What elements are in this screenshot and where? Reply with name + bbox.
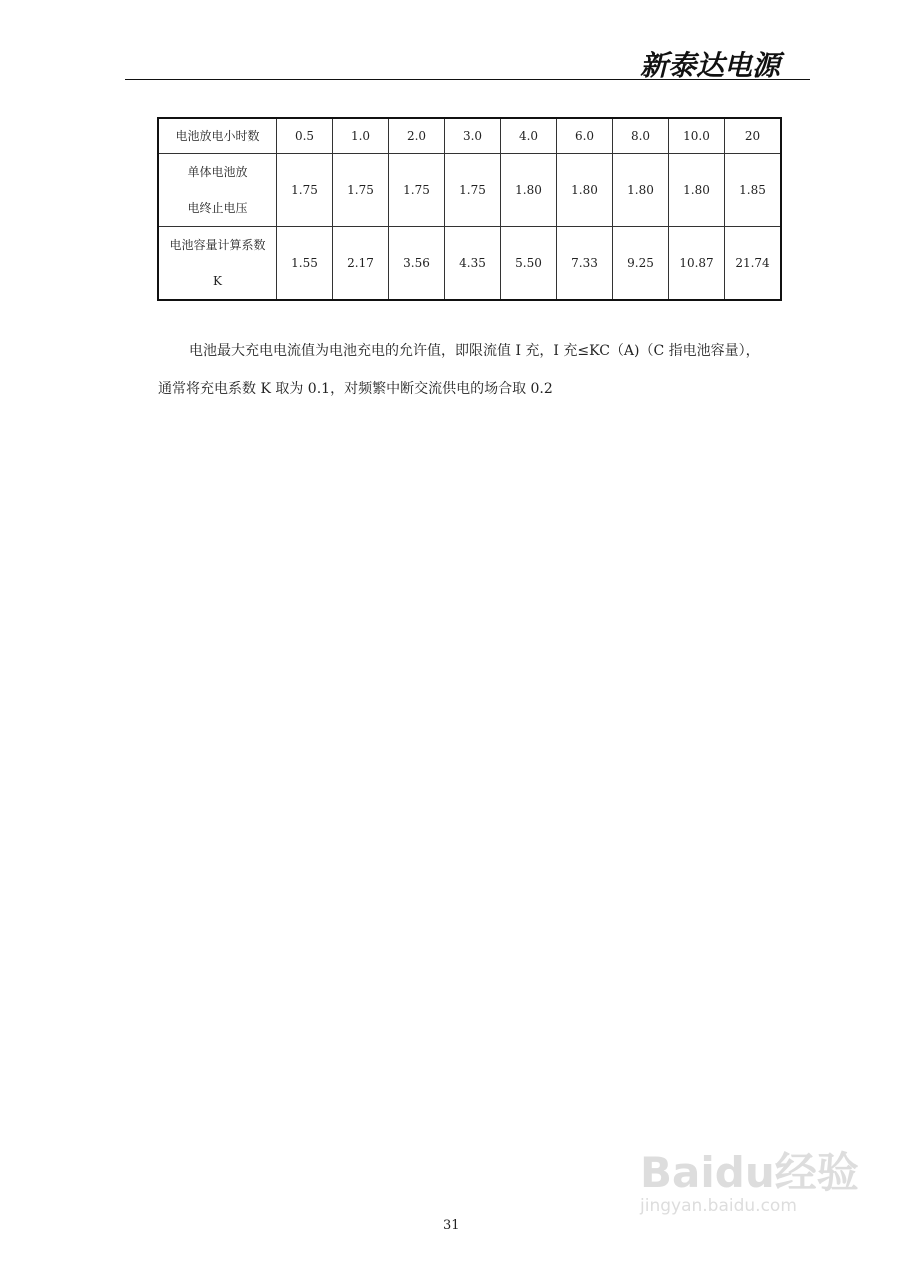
table-cell: 10.87 [669, 226, 725, 300]
watermark-logo: Baidu经验 jingyan.baidu.com [640, 1148, 859, 1216]
table-cell: 5.50 [501, 226, 557, 300]
row-label [158, 226, 277, 300]
page-number: 31 [443, 1218, 460, 1233]
table-cell: 1.80 [501, 153, 557, 226]
battery-table [157, 117, 782, 301]
table-cell: 0.5 [277, 118, 333, 153]
row-label: 电池放电小时数 [158, 118, 277, 153]
row-label-line: 电池容量计算系数 [169, 237, 266, 252]
table-cell: 3.0 [445, 118, 501, 153]
table-cell: 1.75 [277, 153, 333, 226]
table-cell: 1.85 [725, 153, 782, 226]
table-cell: 7.33 [557, 226, 613, 300]
table-row [158, 153, 781, 226]
row-label-line: 电终止电压 [187, 200, 248, 215]
table-cell: 1.80 [557, 153, 613, 226]
table-cell: 1.75 [333, 153, 389, 226]
table-cell: 1.80 [613, 153, 669, 226]
table-cell: 1.55 [277, 226, 333, 300]
table-cell: 10.0 [669, 118, 725, 153]
table-cell: 6.0 [557, 118, 613, 153]
table-cell: 20 [725, 118, 782, 153]
header-rule [125, 79, 810, 80]
row-label-line: 单体电池放 [187, 164, 248, 179]
table-cell: 2.0 [389, 118, 445, 153]
table-cell: 3.56 [389, 226, 445, 300]
table-cell: 1.80 [669, 153, 725, 226]
table-cell: 2.17 [333, 226, 389, 300]
table-cell: 9.25 [613, 226, 669, 300]
table-cell: 1.0 [333, 118, 389, 153]
table-cell: 21.74 [725, 226, 782, 300]
paragraph-line-2: 通常将充电系数 K 取为 0.1，对频繁中断交流供电的场合取 0.2 [158, 381, 553, 397]
header-title: 新泰达电源 [640, 49, 781, 82]
row-label-line: K [213, 273, 222, 288]
table-row [158, 226, 781, 300]
table-cell: 8.0 [613, 118, 669, 153]
table-cell: 4.35 [445, 226, 501, 300]
table-row [158, 118, 781, 153]
paragraph-line-1: 电池最大充电电流值为电池充电的允许值，即限流值 I 充，I 充≤KC（A)（C 指电池容量）， [189, 343, 760, 359]
table-cell: 1.75 [445, 153, 501, 226]
table-cell: 4.0 [501, 118, 557, 153]
row-label [158, 153, 277, 226]
table-cell: 1.75 [389, 153, 445, 226]
